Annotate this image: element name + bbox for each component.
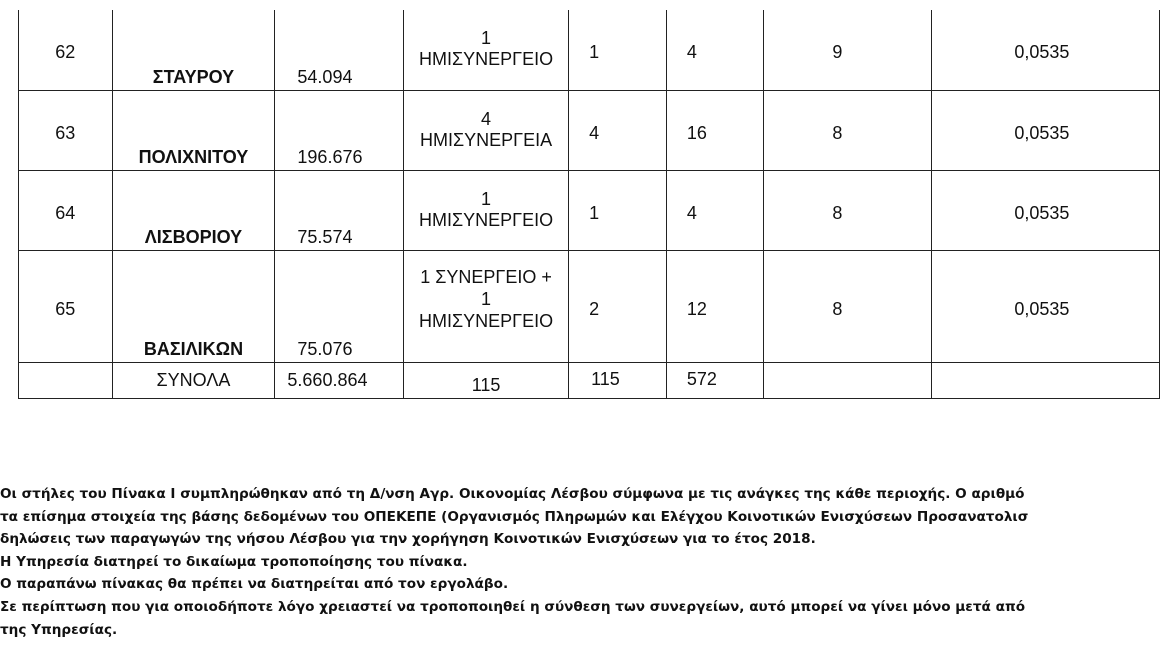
units-cell [404,10,569,90]
column-8-value: 0,0535 [932,250,1160,362]
column-7-value: 8 [764,90,932,170]
totals-empty-cell [19,362,113,398]
area-value: 75.076 [275,250,404,362]
units-line: ΗΜΙΣΥΝΕΡΓΕΙΑ [420,129,553,150]
units-cell [404,170,569,250]
row-number: 64 [19,170,113,250]
units-line: 1 [481,288,492,309]
allocation-table [18,10,1160,399]
table-row [19,90,1160,170]
units-cell [404,250,569,362]
totals-column-5: 115 [569,362,667,398]
note-line: της Υπηρεσίας. [0,621,118,638]
table-row [19,250,1160,362]
municipality-name: ΛΙΣΒΟΡΙΟΥ [112,170,275,250]
column-6-value: 4 [666,170,764,250]
units-line: 1 [481,28,492,48]
column-7-value: 9 [764,10,932,90]
row-number: 62 [19,10,113,90]
allocation-table-container [18,10,1160,399]
column-8-value: 0,0535 [932,90,1160,170]
column-6-value: 16 [666,90,764,170]
table-row [19,170,1160,250]
column-7-value: 8 [764,250,932,362]
note-line: δηλώσεις των παραγωγών της νήσου Λέσβου για την χορήγηση Κοινοτικών Ενισχύσεων για το έτος 2018. [0,531,816,548]
table-row [19,10,1160,90]
units-line: 1 ΣΥΝΕΡΓΕΙΟ + [420,266,552,287]
column-5-value: 1 [569,170,667,250]
municipality-name: ΠΟΛΙΧΝΙΤΟΥ [112,90,275,170]
units-line: ΗΜΙΣΥΝΕΡΓΕΙΟ [419,49,554,69]
totals-label: ΣΥΝΟΛΑ [112,362,275,398]
column-8-value: 0,0535 [932,10,1160,90]
units-line: 1 [481,188,492,209]
units-line: ΗΜΙΣΥΝΕΡΓΕΙΟ [419,209,554,230]
totals-units: 115 [404,362,569,398]
totals-row [19,362,1160,398]
note-line: Η Υπηρεσία διατηρεί το δικαίωμα τροποποίησης του πίνακα. [0,553,468,570]
column-5-value: 1 [569,10,667,90]
totals-empty-cell [932,362,1160,398]
note-line: Ο παραπάνω πίνακας θα πρέπει να διατηρείται από τον εργολάβο. [0,576,509,593]
column-6-value: 4 [666,10,764,90]
row-number: 63 [19,90,113,170]
note-line: Σε περίπτωση που για οποιοδήποτε λόγο χρειαστεί να τροποποιηθεί η σύνθεση των συνεργείων, αυτό μπορεί να γίνει μόνο μετά από [0,598,1026,615]
area-value: 196.676 [275,90,404,170]
units-cell [404,90,569,170]
column-6-value: 12 [666,250,764,362]
area-value: 54.094 [275,10,404,90]
totals-column-6: 572 [666,362,764,398]
totals-area: 5.660.864 [275,362,404,398]
municipality-name: ΣΤΑΥΡΟΥ [112,10,275,90]
area-value: 75.574 [275,170,404,250]
column-7-value: 8 [764,170,932,250]
row-number: 65 [19,250,113,362]
column-8-value: 0,0535 [932,170,1160,250]
table-notes [0,483,1160,641]
units-line: 4 [481,108,492,129]
note-line: Οι στήλες του Πίνακα Ι συμπληρώθηκαν από τη Δ/νση Αγρ. Οικονομίας Λέσβου σύμφωνα με τις ανάγκες της κάθε περιοχής. Ο αριθμό [0,486,1025,502]
column-5-value: 2 [569,250,667,362]
units-line: ΗΜΙΣΥΝΕΡΓΕΙΟ [419,310,554,331]
column-5-value: 4 [569,90,667,170]
municipality-name: ΒΑΣΙΛΙΚΩΝ [112,250,275,362]
note-line: τα επίσημα στοιχεία της βάσης δεδομένων του ΟΠΕΚΕΠΕ (Οργανισμός Πληρωμών και Ελέγχου Κοινοτικών Ενισχύσεων Προσανατολισ [0,508,1029,525]
totals-empty-cell [764,362,932,398]
